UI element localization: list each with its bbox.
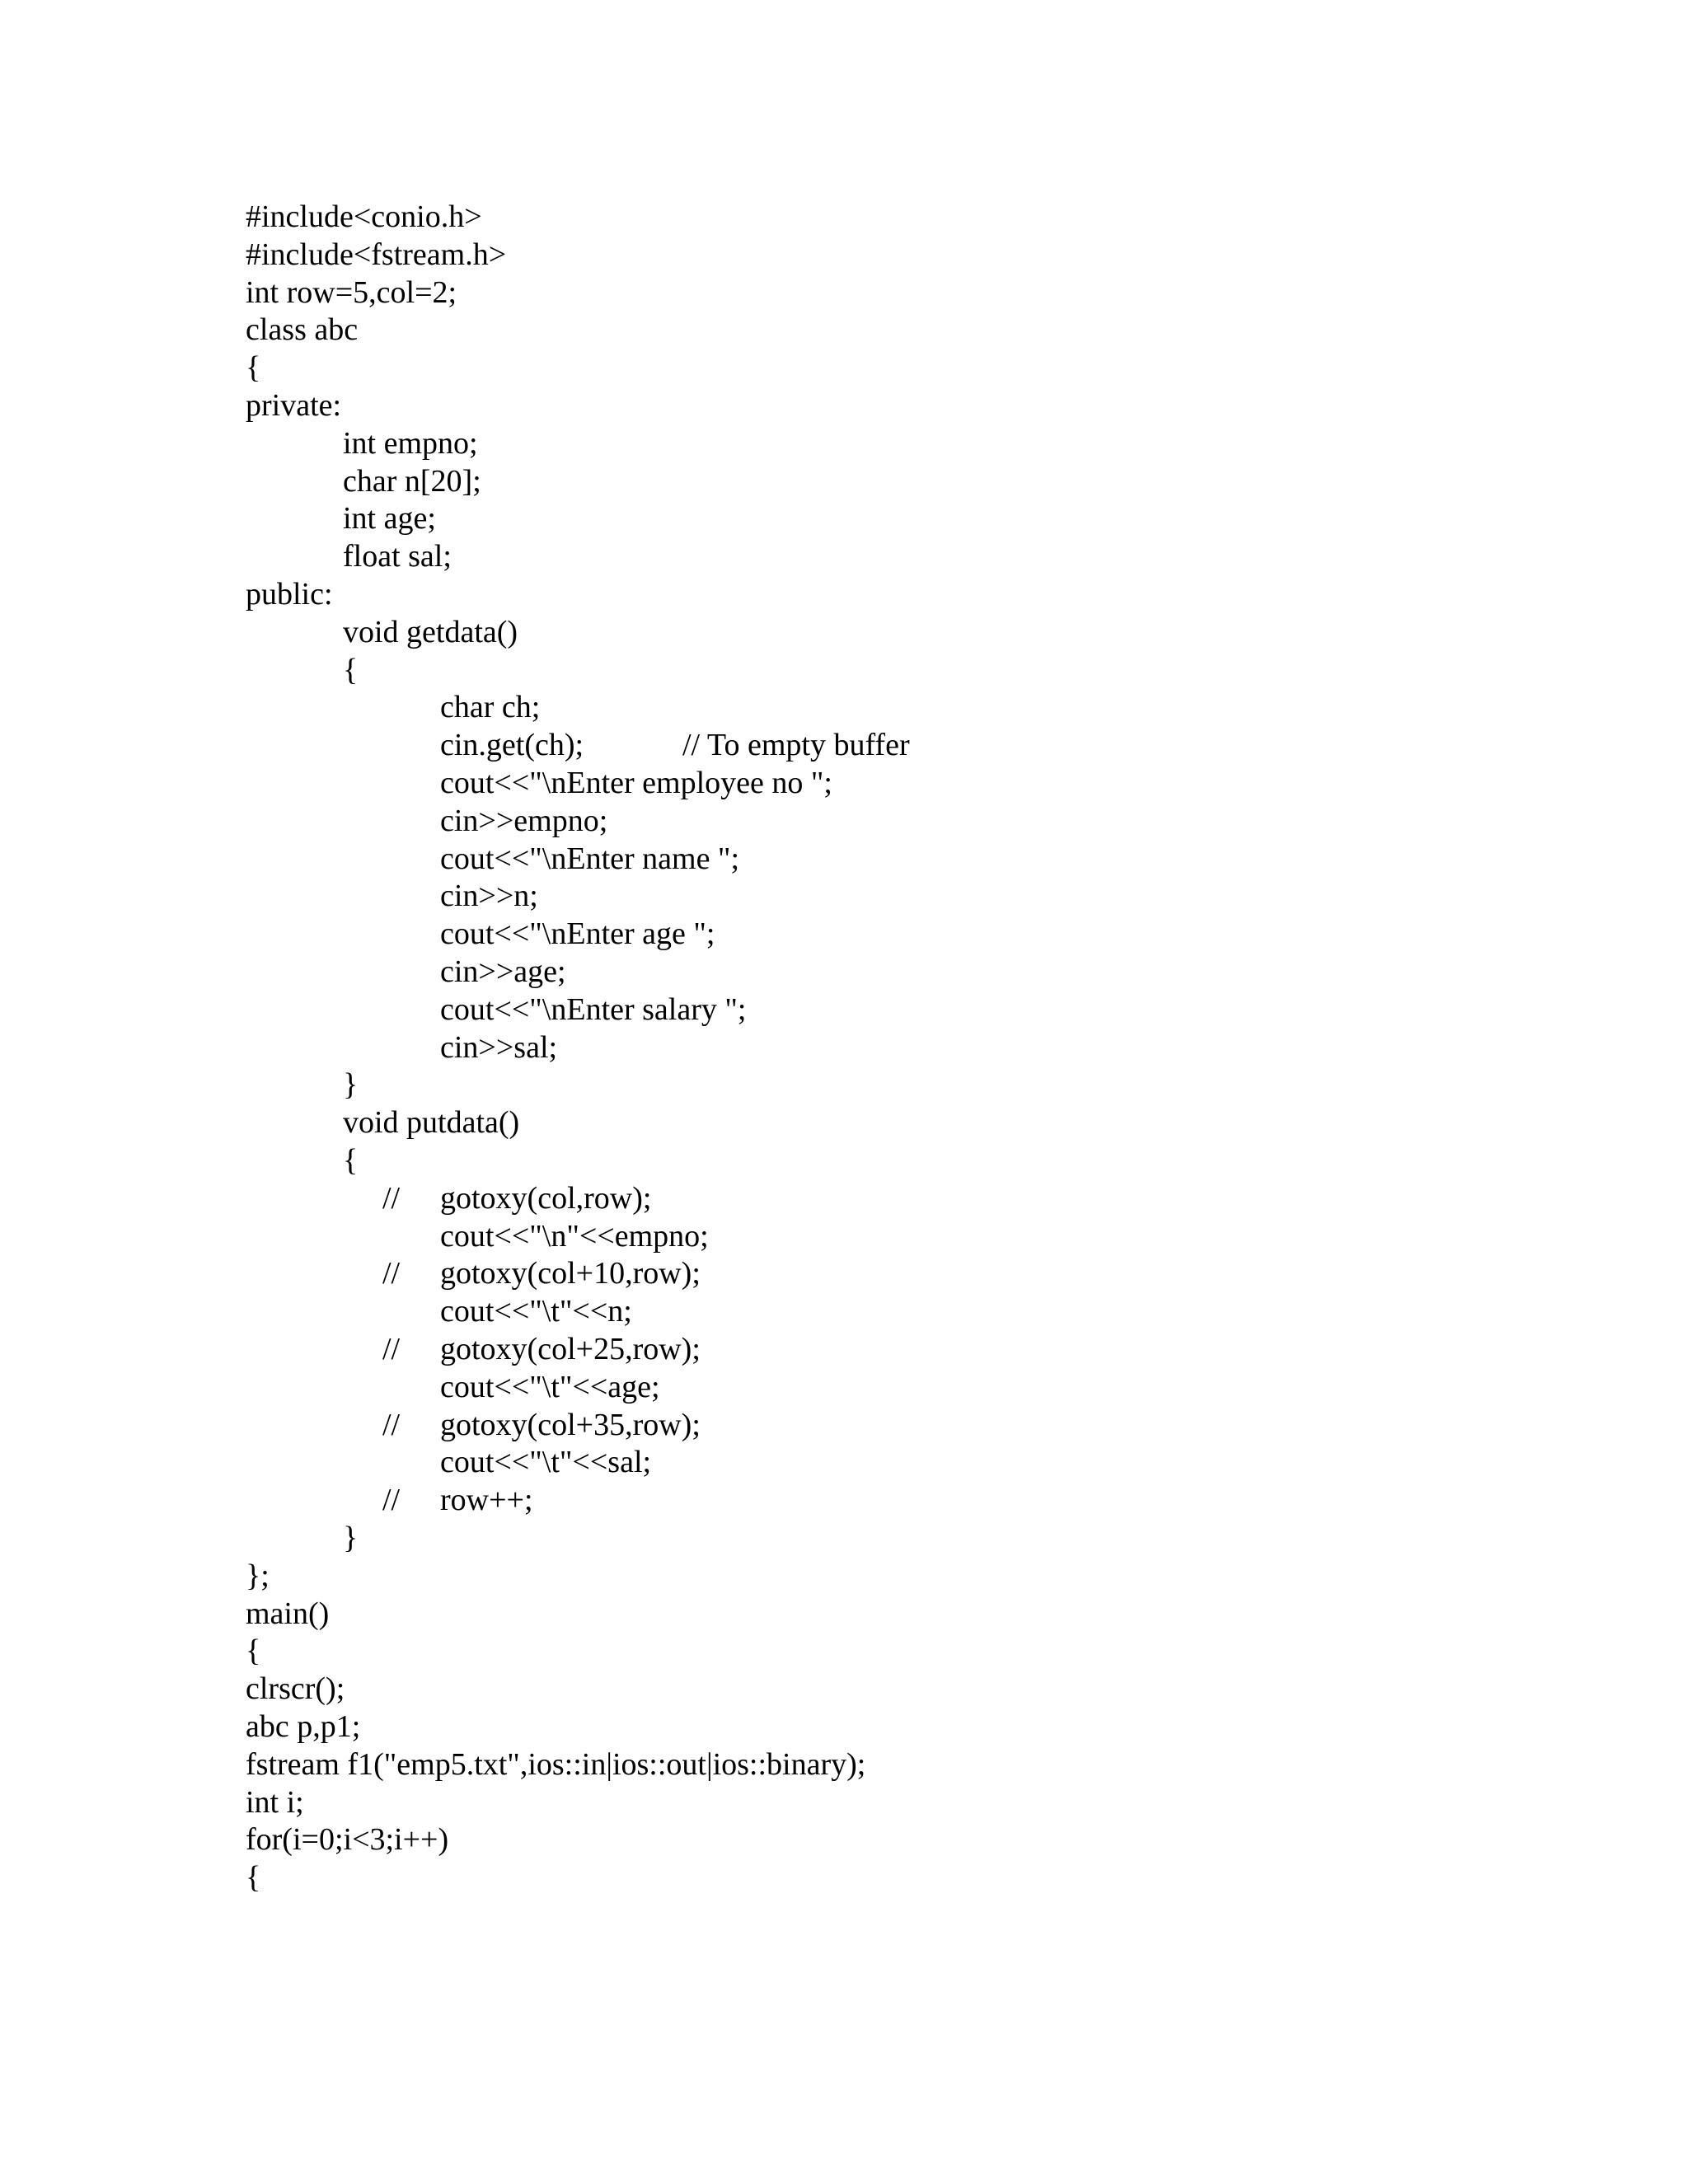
code-line: int row=5,col=2; [246, 274, 457, 310]
code-line: cout<<"\n"<<empno; [440, 1218, 709, 1254]
code-line: public: [246, 577, 333, 612]
code-line: int i; [246, 1784, 304, 1820]
code-line: } [343, 1067, 359, 1103]
code-line: gotoxy(col+10,row); [440, 1256, 701, 1291]
code-line: cout<<"\nEnter employee no "; [440, 766, 832, 800]
code-line: } [343, 1521, 359, 1555]
code-line: class abc [246, 312, 359, 348]
code-line: void getdata() [343, 614, 518, 649]
code-line: #include<fstream.h> [246, 237, 507, 272]
code-line: { [343, 1143, 359, 1178]
code-line: char n[20]; [343, 463, 481, 499]
code-line: }; [246, 1558, 270, 1593]
code-line: cout<<"\nEnter age "; [440, 916, 715, 952]
comment-prefix: // [382, 1180, 401, 1216]
code-line: char ch; [440, 690, 541, 725]
code-line: cin>>empno; [440, 803, 608, 838]
comment-prefix: // [382, 1483, 401, 1518]
code-line: cin.get(ch); [440, 728, 584, 763]
code-line: cout<<"\nEnter name "; [440, 841, 740, 876]
code-line: for(i=0;i<3;i++) [246, 1822, 449, 1858]
code-line: main() [246, 1596, 330, 1631]
code-line: cin>>age; [440, 954, 566, 989]
code-line: cout<<"\t"<<age; [440, 1369, 660, 1404]
comment-prefix: // [382, 1256, 401, 1291]
code-line: { [246, 1860, 261, 1896]
inline-comment: // To empty buffer [682, 728, 910, 763]
code-line: cout<<"\nEnter salary "; [440, 991, 747, 1027]
code-line: int empno; [343, 425, 478, 461]
code-line: cout<<"\t"<<n; [440, 1294, 632, 1329]
code-line: gotoxy(col+35,row); [440, 1407, 701, 1442]
code-line: gotoxy(col,row); [440, 1180, 652, 1216]
code-line: clrscr(); [246, 1671, 345, 1707]
code-line: fstream f1("emp5.txt",ios::in|ios::out|ios::binary); [246, 1746, 866, 1782]
code-line: abc p,p1; [246, 1709, 361, 1744]
code-line: { [246, 1633, 261, 1669]
code-line: cin>>n; [440, 879, 538, 914]
code-line: row++; [440, 1483, 533, 1518]
code-line: int age; [343, 501, 436, 537]
code-line: cin>>sal; [440, 1029, 558, 1065]
code-line: void putdata() [343, 1105, 520, 1141]
code-line: { [246, 350, 261, 386]
code-line: private: [246, 388, 342, 423]
code-line: cout<<"\t"<<sal; [440, 1445, 652, 1480]
code-line: { [343, 652, 359, 687]
code-line: float sal; [343, 539, 452, 574]
code-line: #include<conio.h> [246, 199, 482, 234]
comment-prefix: // [382, 1407, 401, 1442]
comment-prefix: // [382, 1332, 401, 1366]
code-line: gotoxy(col+25,row); [440, 1332, 701, 1366]
